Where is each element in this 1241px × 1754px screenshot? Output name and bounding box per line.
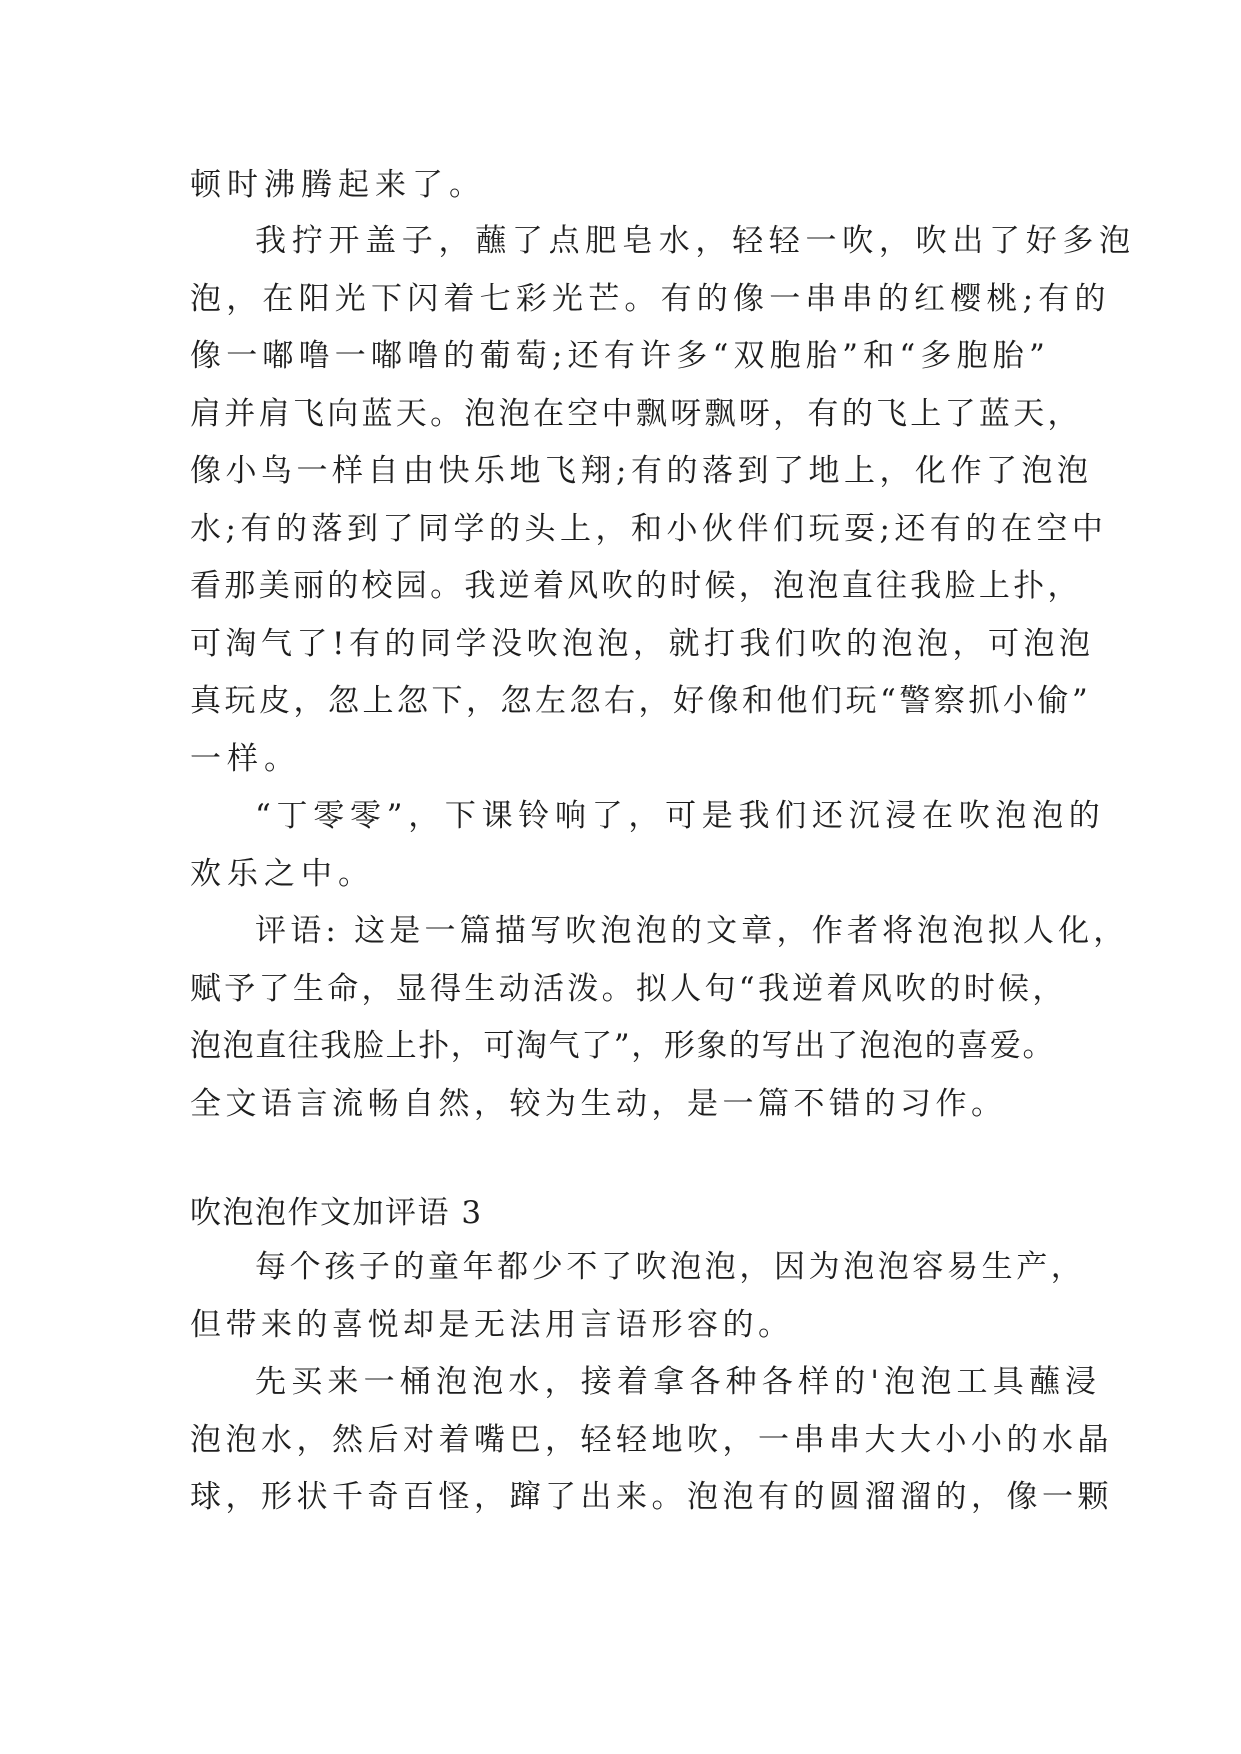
- paragraph-line: 我拧开盖子，蘸了点肥皂水，轻轻一吹，吹出了好多泡: [255, 223, 1136, 259]
- paragraph-line: 先买来一桶泡泡水，接着拿各种各样的'泡泡工具蘸浸: [255, 1364, 1102, 1400]
- comment-line: 泡泡直往我脸上扑，可淘气了”，形象的写出了泡泡的喜爱。: [190, 1028, 1056, 1064]
- paragraph-line: 泡，在阳光下闪着七彩光芒。有的像一串串的红樱桃;有的: [190, 281, 1111, 317]
- paragraph-line: 泡泡水，然后对着嘴巴，轻轻地吹，一串串大大小小的水晶: [190, 1422, 1113, 1458]
- paragraph-line: “丁零零”，下课铃响了，可是我们还沉浸在吹泡泡的: [255, 798, 1106, 834]
- paragraph-line: 看那美丽的校园。我逆着风吹的时候，泡泡直往我脸上扑，: [190, 568, 1082, 604]
- paragraph-line: 像一嘟噜一嘟噜的葡萄;还有许多“双胞胎”和“多胞胎”: [190, 338, 1051, 374]
- paragraph-line: 水;有的落到了同学的头上，和小伙伴们玩耍;还有的在空中: [190, 511, 1108, 547]
- paragraph-line: 可淘气了!有的同学没吹泡泡，就打我们吹的泡泡，可泡泡: [190, 626, 1095, 662]
- paragraph-line: 每个孩子的童年都少不了吹泡泡，因为泡泡容易生产，: [255, 1249, 1086, 1285]
- paragraph-line: 肩并肩飞向蓝天。泡泡在空中飘呀飘呀，有的飞上了蓝天，: [190, 396, 1082, 432]
- paragraph-line: 球，形状千奇百怪，蹿了出来。泡泡有的圆溜溜的，像一颗: [190, 1479, 1113, 1515]
- paragraph-line: 欢乐之中。: [190, 856, 375, 892]
- paragraph-line: 像小鸟一样自由快乐地飞翔;有的落到了地上，化作了泡泡: [190, 453, 1093, 489]
- section-heading: 吹泡泡作文加评语 3: [190, 1195, 483, 1231]
- paragraph-line: 一样。: [190, 741, 301, 777]
- paragraph-continuation-line: 顿时沸腾起来了。: [190, 167, 486, 203]
- paragraph-line: 但带来的喜悦却是无法用言语形容的。: [190, 1307, 794, 1343]
- comment-line: 赋予了生命，显得生动活泼。拟人句“我逆着风吹的时候，: [190, 971, 1067, 1007]
- paragraph-line: 真玩皮，忽上忽下，忽左忽右，好像和他们玩“警察抓小偷”: [190, 683, 1092, 719]
- comment-line: 评语: 这是一篇描写吹泡泡的文章，作者将泡泡拟人化，: [255, 913, 1129, 949]
- comment-line: 全文语言流畅自然，较为生动，是一篇不错的习作。: [190, 1086, 1007, 1122]
